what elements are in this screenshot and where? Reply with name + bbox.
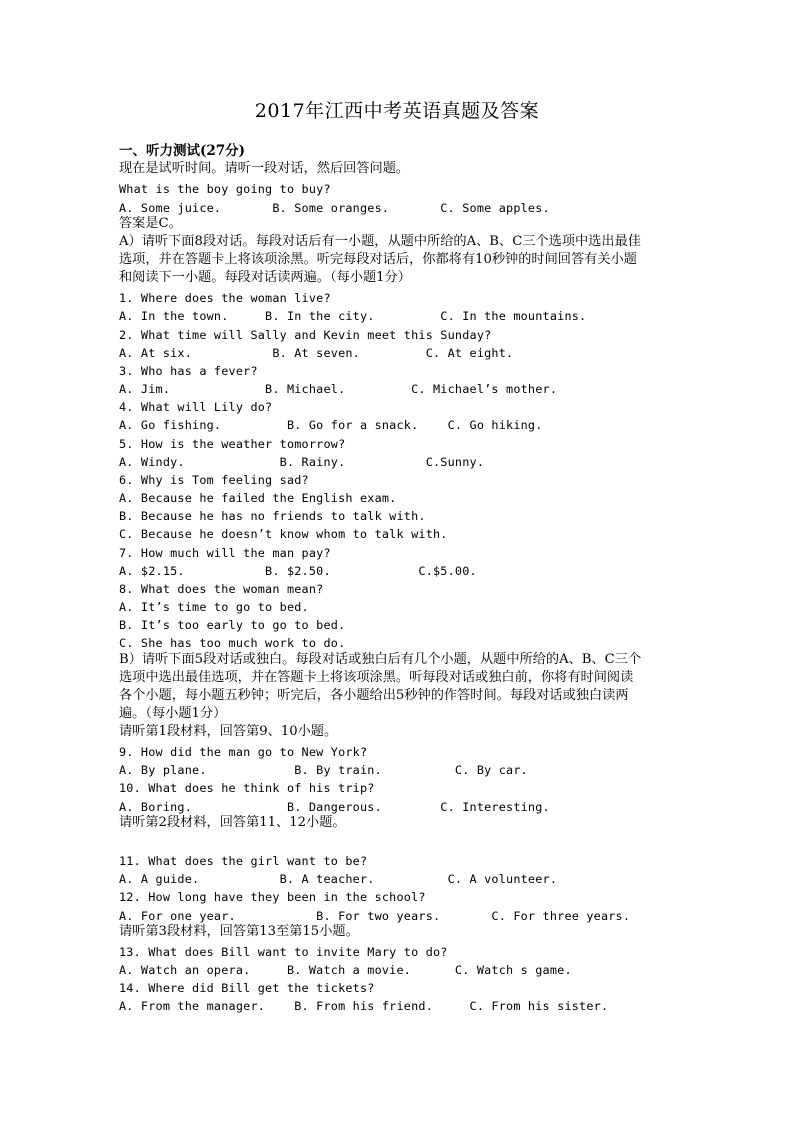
options-line: A. Watch an opera. B. Watch a movie. C. Watch s game.: [119, 963, 572, 977]
options-line: A. For one year. B. For two years. C. For three years.: [119, 909, 631, 923]
question-line: 11. What does the girl want to be?: [119, 854, 368, 868]
options-line: A. $2.15. B. $2.50. C.$5.00.: [119, 564, 477, 578]
question-line: 5. How is the weather tomorrow?: [119, 437, 346, 451]
instruction-line: A）请听下面8段对话。每段对话后有一小题，从题中所给的A、B、C三个选项中选出最佳: [119, 234, 641, 249]
question-line: 8. What does the woman mean?: [119, 582, 324, 596]
option-line: C. Because he doesn’t know whom to talk with.: [119, 527, 448, 541]
instruction-line: 选项中选出最佳选项，并在答题卡上将该项涂黑。听每段对话或独白前，你将有时间阅读: [119, 670, 634, 685]
options-line: A. Some juice. B. Some oranges. C. Some apples.: [119, 201, 550, 215]
options-line: A. In the town. B. In the city. C. In the mountains.: [119, 309, 587, 323]
question-line: 13. What does Bill want to invite Mary to do?: [119, 945, 448, 959]
instruction-line: 各个小题，每小题五秒钟；听完后，各小题给出5秒钟的作答时间。每段对话或独白读两: [119, 688, 629, 703]
document-title: 2017年江西中考英语真题及答案: [254, 100, 540, 122]
question-line: 14. Where did Bill get the tickets?: [119, 981, 375, 995]
answer-line: 答案是C。: [119, 216, 182, 231]
option-line: C. She has too much work to do.: [119, 636, 346, 650]
option-line: A. Because he failed the English exam.: [119, 491, 397, 505]
question-line: 4. What will Lily do?: [119, 400, 273, 414]
instruction-line: B）请听下面5段对话或独白。每段对话或独白后有几个小题，从题中所给的A、B、C三个: [119, 652, 642, 667]
options-line: A. At six. B. At seven. C. At eight.: [119, 346, 514, 360]
options-line: A. From the manager. B. From his friend. C. From his sister.: [119, 999, 609, 1013]
section-heading-listening: 一、听力测试(27分): [119, 143, 246, 159]
question-line: 7. How much will the man pay?: [119, 546, 331, 560]
options-line: A. By plane. B. By train. C. By car.: [119, 763, 528, 777]
instruction-line: 遍。（每小题1分）: [119, 706, 227, 721]
instruction-line: 现在是试听时间。请听一段对话，然后回答问题。: [119, 161, 410, 176]
question-line: What is the boy going to buy?: [119, 182, 331, 196]
question-line: 12. How long have they been in the school?: [119, 890, 426, 904]
options-line: A. Boring. B. Dangerous. C. Interesting.: [119, 800, 550, 814]
option-line: A. It’s time to go to bed.: [119, 600, 309, 614]
instruction-line: 和阅读下一小题。每段对话读两遍。（每小题1分）: [119, 270, 411, 285]
material-line: 请听第1段材料，回答第9、10小题。: [119, 724, 338, 739]
material-line: 请听第3段材料，回答第13至第15小题。: [119, 924, 359, 939]
options-line: A. A guide. B. A teacher. C. A volunteer.: [119, 872, 558, 886]
option-line: B. It’s too early to go to bed.: [119, 618, 346, 632]
question-line: 10. What does he think of his trip?: [119, 781, 375, 795]
instruction-line: 选项，并在答题卡上将该项涂黑。听完每段对话后，你都将有10秒钟的时间回答有关小题: [119, 252, 637, 267]
option-line: B. Because he has no friends to talk with.: [119, 509, 426, 523]
question-line: 1. Where does the woman live?: [119, 291, 331, 305]
question-line: 3. Who has a fever?: [119, 364, 258, 378]
question-line: 9. How did the man go to New York?: [119, 745, 368, 759]
options-line: A. Windy. B. Rainy. C.Sunny.: [119, 455, 485, 469]
material-line: 请听第2段材料，回答第11、12小题。: [119, 815, 346, 830]
question-line: 6. Why is Tom feeling sad?: [119, 473, 309, 487]
options-line: A. Jim. B. Michael. C. Michael’s mother.: [119, 382, 558, 396]
question-line: 2. What time will Sally and Kevin meet this Sunday?: [119, 328, 492, 342]
options-line: A. Go fishing. B. Go for a snack. C. Go hiking.: [119, 418, 543, 432]
